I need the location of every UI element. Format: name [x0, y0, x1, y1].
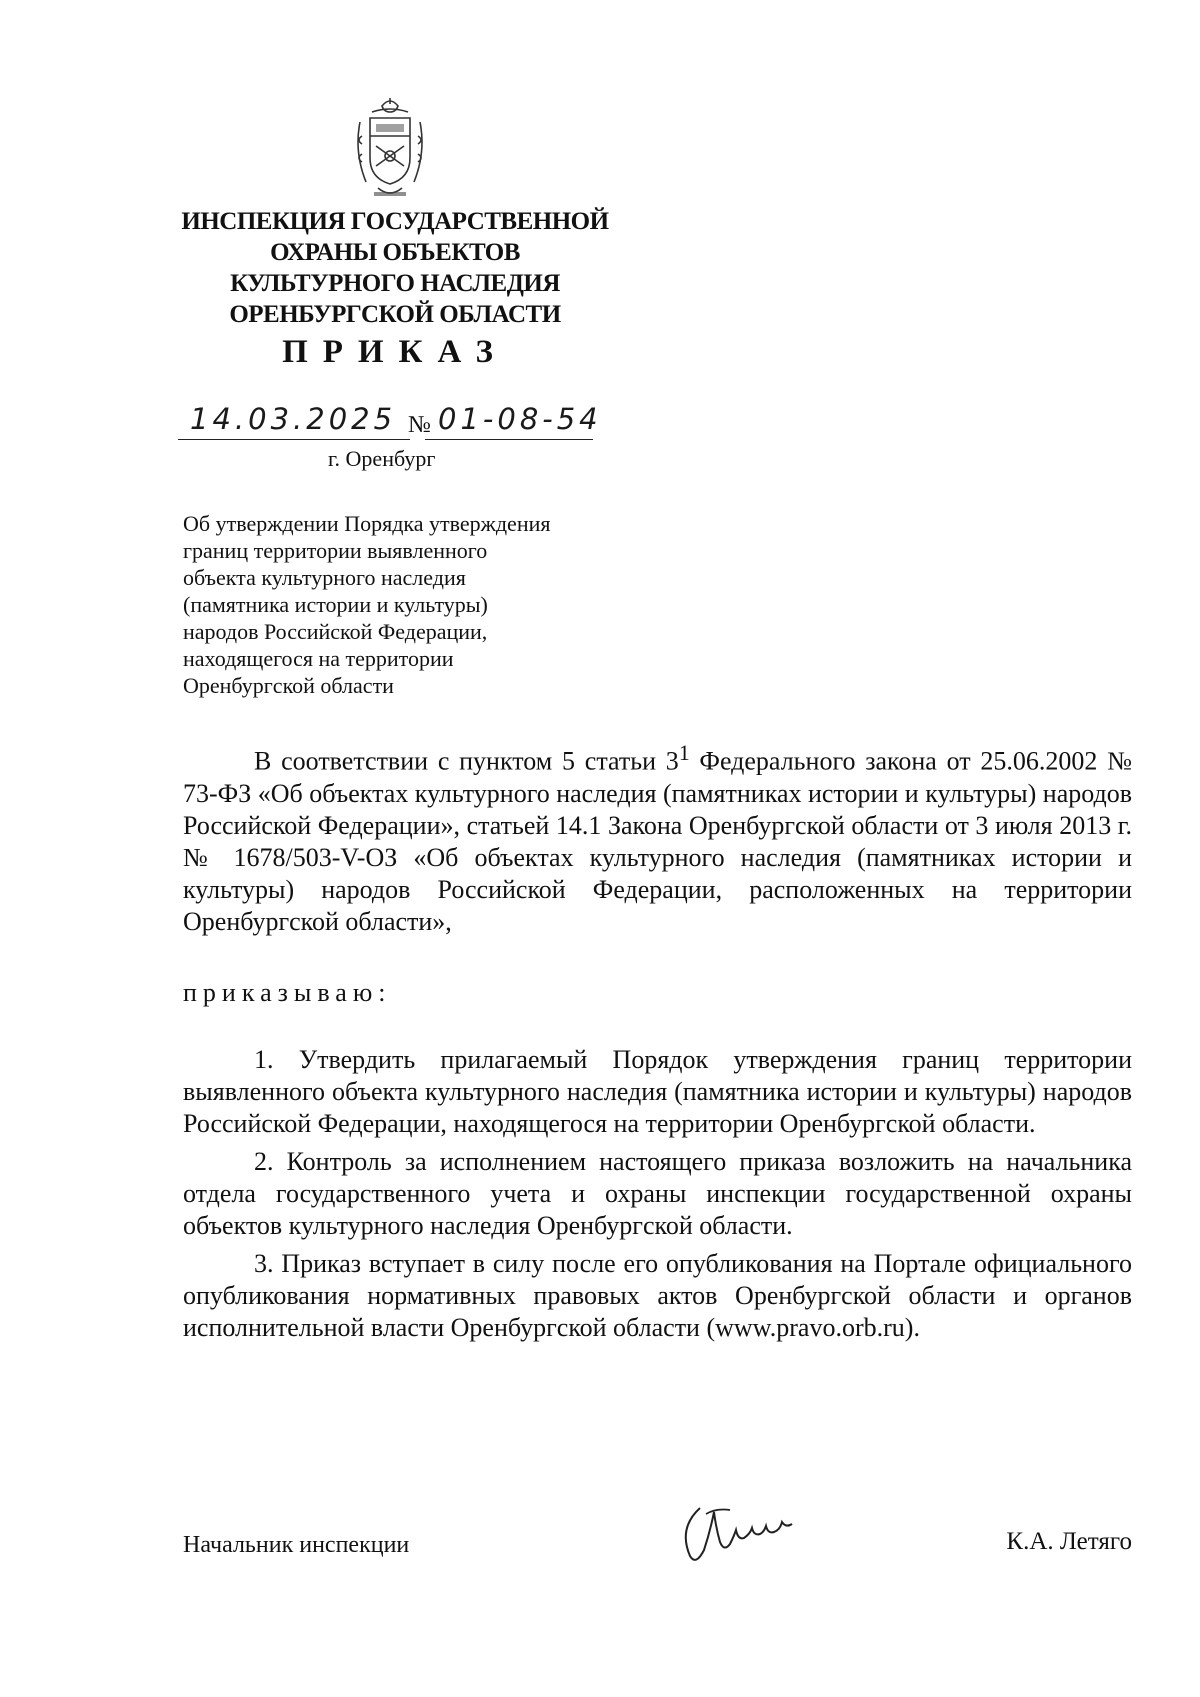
- document-date: 14.03.2025: [190, 402, 397, 436]
- number-sign: №: [408, 412, 431, 438]
- order-item-text: 1. Утвердить прилагаемый Порядок утверждения границ территории выявленного объекта культурного наследия (памятника истории и культуры) народов Российской Федерации, находящегося на территории Оренбургской области.: [183, 1045, 1132, 1138]
- subject-line: Оренбургской области: [183, 673, 394, 698]
- subject-line: границ территории выявленного: [183, 538, 488, 563]
- order-item: [183, 1248, 1132, 1344]
- order-word: приказываю:: [183, 978, 392, 1007]
- signer-name: К.А. Летяго: [1006, 1528, 1132, 1555]
- preamble-superscript: 1: [678, 741, 690, 765]
- preamble-text-end: Федерального закона от 25.06.2002 № 73-ФЗ «Об объектах культурного наследия (памятниках истории и культуры) народов Российской Федерации», статьей 14.1 Закона Оренбургской области от 3 июля 2013 г. № 1678/503-V-ОЗ «Об объектах культурного наследия (памятниках истории и культуры) народов Российской Федерации, расположенных на территории Оренбургской области»,: [183, 746, 1133, 936]
- signer-position: Начальник инспекции: [183, 1532, 410, 1558]
- signature-block: [0, 1500, 1200, 1580]
- organization-line: ИНСПЕКЦИЯ ГОСУДАРСТВЕННОЙ: [181, 208, 609, 235]
- order-item-text: 2. Контроль за исполнением настоящего приказа возложить на начальника отдела государственного учета и охраны инспекции государственной охраны объектов культурного наследия Оренбургской области.: [183, 1147, 1132, 1240]
- handwritten-signature-icon: [672, 1500, 832, 1570]
- organization-name: [170, 206, 620, 330]
- subject-line: находящегося на территории: [183, 646, 454, 671]
- date-underline: [178, 439, 410, 440]
- document-type-title: ПРИКАЗ: [282, 334, 508, 370]
- preamble-text-start: В соответствии с пунктом 5 статьи 3: [254, 746, 679, 776]
- organization-line: КУЛЬТУРНОГО НАСЛЕДИЯ: [230, 270, 560, 297]
- subject-line: народов Российской Федерации,: [183, 619, 488, 644]
- date-number-line: [0, 402, 1200, 450]
- coat-of-arms-emblem-icon: [352, 96, 428, 202]
- organization-line: ОХРАНЫ ОБЪЕКТОВ: [270, 239, 520, 266]
- order-item: [183, 1044, 1132, 1140]
- document-city: г. Оренбург: [328, 446, 436, 471]
- subject-line: объекта культурного наследия: [183, 565, 466, 590]
- order-item: [183, 1146, 1132, 1242]
- subject-line: (памятника истории и культуры): [183, 592, 488, 617]
- order-items: [183, 1044, 1132, 1350]
- subject-line: Об утверждении Порядка утверждения: [183, 511, 551, 536]
- document-number: 01-08-54: [438, 402, 602, 436]
- number-underline: [425, 439, 593, 440]
- document-subject: [183, 510, 613, 699]
- order-item-text: 3. Приказ вступает в силу после его опубликования на Портале официального опубликования нормативных правовых актов Оренбургской области и органов исполнительной власти Оренбургской области (www.pravo.orb.ru).: [183, 1249, 1132, 1342]
- preamble-paragraph: [183, 737, 1132, 938]
- organization-line: ОРЕНБУРГСКОЙ ОБЛАСТИ: [229, 301, 561, 328]
